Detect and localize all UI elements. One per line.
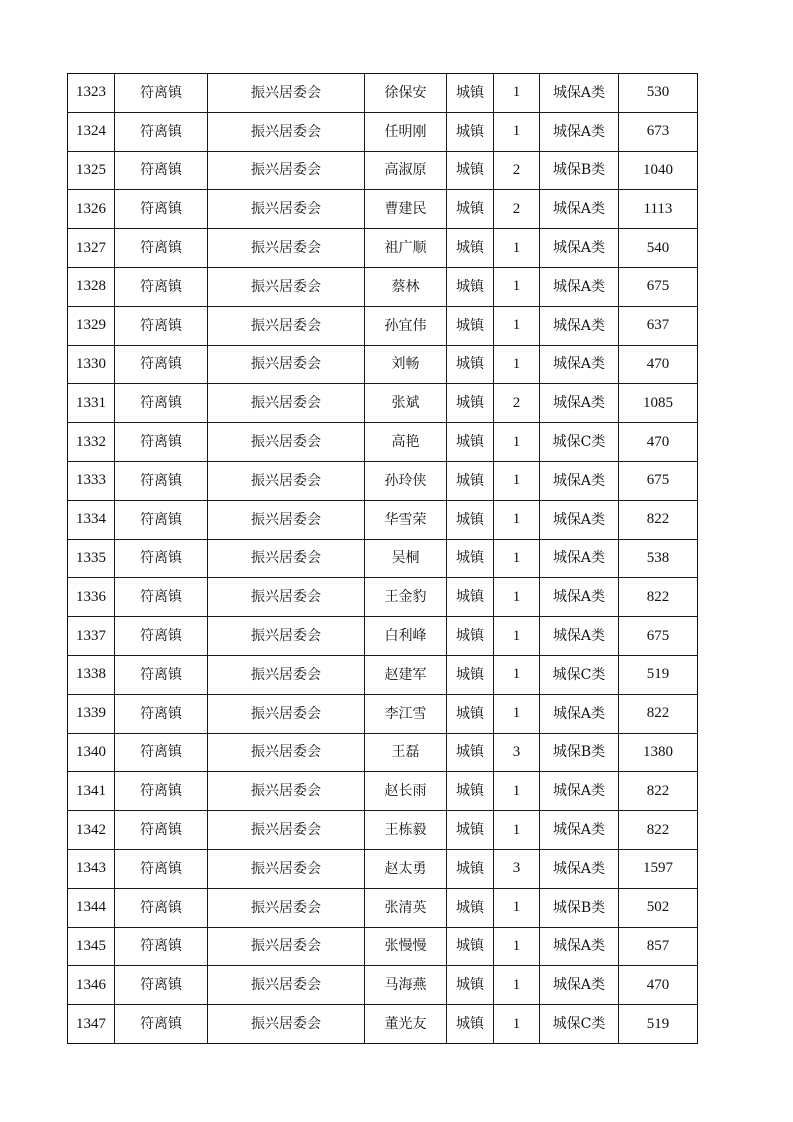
household-count-cell: 2 — [494, 384, 540, 423]
row-number-cell: 1334 — [68, 500, 115, 539]
residence-type-cell: 城镇 — [447, 190, 494, 229]
person-name-cell: 徐保安 — [365, 74, 447, 113]
residence-type-cell: 城镇 — [447, 888, 494, 927]
town-cell: 符离镇 — [115, 578, 208, 617]
amount-cell: 530 — [619, 74, 698, 113]
residence-type-cell: 城镇 — [447, 229, 494, 268]
committee-cell: 振兴居委会 — [208, 151, 365, 190]
residence-type-cell: 城镇 — [447, 461, 494, 500]
household-count-cell: 1 — [494, 772, 540, 811]
household-count-cell: 1 — [494, 74, 540, 113]
person-name-cell: 吴桐 — [365, 539, 447, 578]
amount-cell: 822 — [619, 811, 698, 850]
household-count-cell: 1 — [494, 888, 540, 927]
row-number-cell: 1331 — [68, 384, 115, 423]
insurance-category-cell: 城保A类 — [540, 772, 619, 811]
insurance-category-cell: 城保A类 — [540, 694, 619, 733]
insurance-category-cell: 城保B类 — [540, 888, 619, 927]
table-row — [68, 267, 698, 306]
household-count-cell: 1 — [494, 578, 540, 617]
household-count-cell: 1 — [494, 811, 540, 850]
residence-type-cell: 城镇 — [447, 927, 494, 966]
table-row — [68, 461, 698, 500]
amount-cell: 822 — [619, 694, 698, 733]
table-row — [68, 811, 698, 850]
table-row — [68, 229, 698, 268]
amount-cell: 1113 — [619, 190, 698, 229]
table-row — [68, 539, 698, 578]
residence-type-cell: 城镇 — [447, 112, 494, 151]
household-count-cell: 1 — [494, 927, 540, 966]
row-number-cell: 1330 — [68, 345, 115, 384]
committee-cell: 振兴居委会 — [208, 578, 365, 617]
person-name-cell: 孙宜伟 — [365, 306, 447, 345]
amount-cell: 519 — [619, 1005, 698, 1044]
committee-cell: 振兴居委会 — [208, 306, 365, 345]
amount-cell: 519 — [619, 655, 698, 694]
amount-cell: 1040 — [619, 151, 698, 190]
person-name-cell: 祖广顺 — [365, 229, 447, 268]
committee-cell: 振兴居委会 — [208, 849, 365, 888]
row-number-cell: 1323 — [68, 74, 115, 113]
committee-cell: 振兴居委会 — [208, 423, 365, 462]
town-cell: 符离镇 — [115, 306, 208, 345]
row-number-cell: 1340 — [68, 733, 115, 772]
town-cell: 符离镇 — [115, 151, 208, 190]
person-name-cell: 赵建军 — [365, 655, 447, 694]
row-number-cell: 1327 — [68, 229, 115, 268]
household-count-cell: 3 — [494, 849, 540, 888]
amount-cell: 637 — [619, 306, 698, 345]
town-cell: 符离镇 — [115, 617, 208, 656]
insurance-category-cell: 城保A类 — [540, 384, 619, 423]
town-cell: 符离镇 — [115, 966, 208, 1005]
table-row — [68, 345, 698, 384]
residence-type-cell: 城镇 — [447, 578, 494, 617]
person-name-cell: 张慢慢 — [365, 927, 447, 966]
household-count-cell: 1 — [494, 306, 540, 345]
amount-cell: 470 — [619, 423, 698, 462]
row-number-cell: 1343 — [68, 849, 115, 888]
town-cell: 符离镇 — [115, 849, 208, 888]
committee-cell: 振兴居委会 — [208, 617, 365, 656]
household-count-cell: 2 — [494, 151, 540, 190]
person-name-cell: 任明刚 — [365, 112, 447, 151]
person-name-cell: 孙玲侠 — [365, 461, 447, 500]
residence-type-cell: 城镇 — [447, 966, 494, 1005]
insurance-category-cell: 城保A类 — [540, 112, 619, 151]
household-count-cell: 3 — [494, 733, 540, 772]
household-count-cell: 1 — [494, 267, 540, 306]
town-cell: 符离镇 — [115, 927, 208, 966]
table-row — [68, 849, 698, 888]
town-cell: 符离镇 — [115, 345, 208, 384]
residence-type-cell: 城镇 — [447, 539, 494, 578]
insurance-category-cell: 城保A类 — [540, 500, 619, 539]
table-row — [68, 966, 698, 1005]
town-cell: 符离镇 — [115, 74, 208, 113]
residence-type-cell: 城镇 — [447, 733, 494, 772]
person-name-cell: 王磊 — [365, 733, 447, 772]
insurance-category-cell: 城保A类 — [540, 345, 619, 384]
insurance-category-cell: 城保C类 — [540, 655, 619, 694]
row-number-cell: 1333 — [68, 461, 115, 500]
person-name-cell: 曹建民 — [365, 190, 447, 229]
household-count-cell: 1 — [494, 966, 540, 1005]
table-row — [68, 500, 698, 539]
household-count-cell: 1 — [494, 539, 540, 578]
town-cell: 符离镇 — [115, 811, 208, 850]
committee-cell: 振兴居委会 — [208, 461, 365, 500]
town-cell: 符离镇 — [115, 772, 208, 811]
town-cell: 符离镇 — [115, 500, 208, 539]
amount-cell: 822 — [619, 500, 698, 539]
committee-cell: 振兴居委会 — [208, 345, 365, 384]
row-number-cell: 1346 — [68, 966, 115, 1005]
row-number-cell: 1336 — [68, 578, 115, 617]
residence-type-cell: 城镇 — [447, 1005, 494, 1044]
person-name-cell: 刘畅 — [365, 345, 447, 384]
amount-cell: 673 — [619, 112, 698, 151]
row-number-cell: 1325 — [68, 151, 115, 190]
residence-type-cell: 城镇 — [447, 306, 494, 345]
table-row — [68, 384, 698, 423]
town-cell: 符离镇 — [115, 423, 208, 462]
amount-cell: 538 — [619, 539, 698, 578]
insurance-category-cell: 城保C类 — [540, 1005, 619, 1044]
table-row — [68, 112, 698, 151]
insurance-category-cell: 城保A类 — [540, 578, 619, 617]
insurance-category-cell: 城保A类 — [540, 306, 619, 345]
household-count-cell: 1 — [494, 423, 540, 462]
row-number-cell: 1345 — [68, 927, 115, 966]
insurance-category-cell: 城保A类 — [540, 966, 619, 1005]
residence-type-cell: 城镇 — [447, 267, 494, 306]
residence-type-cell: 城镇 — [447, 384, 494, 423]
town-cell: 符离镇 — [115, 694, 208, 733]
insurance-category-cell: 城保A类 — [540, 74, 619, 113]
residence-type-cell: 城镇 — [447, 694, 494, 733]
insurance-category-cell: 城保A类 — [540, 461, 619, 500]
committee-cell: 振兴居委会 — [208, 539, 365, 578]
committee-cell: 振兴居委会 — [208, 733, 365, 772]
committee-cell: 振兴居委会 — [208, 694, 365, 733]
household-count-cell: 1 — [494, 694, 540, 733]
town-cell: 符离镇 — [115, 461, 208, 500]
household-count-cell: 1 — [494, 229, 540, 268]
committee-cell: 振兴居委会 — [208, 1005, 365, 1044]
amount-cell: 675 — [619, 617, 698, 656]
insurance-category-cell: 城保B类 — [540, 151, 619, 190]
town-cell: 符离镇 — [115, 112, 208, 151]
person-name-cell: 王金豹 — [365, 578, 447, 617]
row-number-cell: 1344 — [68, 888, 115, 927]
roster-table — [67, 73, 698, 1044]
person-name-cell: 蔡林 — [365, 267, 447, 306]
amount-cell: 822 — [619, 578, 698, 617]
row-number-cell: 1347 — [68, 1005, 115, 1044]
household-count-cell: 1 — [494, 345, 540, 384]
amount-cell: 1597 — [619, 849, 698, 888]
amount-cell: 822 — [619, 772, 698, 811]
row-number-cell: 1338 — [68, 655, 115, 694]
committee-cell: 振兴居委会 — [208, 927, 365, 966]
household-count-cell: 2 — [494, 190, 540, 229]
town-cell: 符离镇 — [115, 655, 208, 694]
town-cell: 符离镇 — [115, 384, 208, 423]
table-row — [68, 772, 698, 811]
table-row — [68, 1005, 698, 1044]
amount-cell: 502 — [619, 888, 698, 927]
table-row — [68, 74, 698, 113]
committee-cell: 振兴居委会 — [208, 772, 365, 811]
amount-cell: 675 — [619, 461, 698, 500]
row-number-cell: 1326 — [68, 190, 115, 229]
table-row — [68, 151, 698, 190]
committee-cell: 振兴居委会 — [208, 500, 365, 539]
town-cell: 符离镇 — [115, 229, 208, 268]
household-count-cell: 1 — [494, 500, 540, 539]
town-cell: 符离镇 — [115, 888, 208, 927]
insurance-category-cell: 城保A类 — [540, 927, 619, 966]
person-name-cell: 王栋毅 — [365, 811, 447, 850]
person-name-cell: 马海燕 — [365, 966, 447, 1005]
row-number-cell: 1335 — [68, 539, 115, 578]
household-count-cell: 1 — [494, 1005, 540, 1044]
row-number-cell: 1329 — [68, 306, 115, 345]
table-row — [68, 694, 698, 733]
committee-cell: 振兴居委会 — [208, 384, 365, 423]
household-count-cell: 1 — [494, 617, 540, 656]
amount-cell: 675 — [619, 267, 698, 306]
amount-cell: 540 — [619, 229, 698, 268]
residence-type-cell: 城镇 — [447, 500, 494, 539]
row-number-cell: 1332 — [68, 423, 115, 462]
household-count-cell: 1 — [494, 655, 540, 694]
person-name-cell: 赵太勇 — [365, 849, 447, 888]
person-name-cell: 白利峰 — [365, 617, 447, 656]
amount-cell: 470 — [619, 966, 698, 1005]
row-number-cell: 1342 — [68, 811, 115, 850]
insurance-category-cell: 城保A类 — [540, 539, 619, 578]
table-row — [68, 927, 698, 966]
insurance-category-cell: 城保B类 — [540, 733, 619, 772]
row-number-cell: 1324 — [68, 112, 115, 151]
person-name-cell: 张清英 — [365, 888, 447, 927]
committee-cell: 振兴居委会 — [208, 655, 365, 694]
committee-cell: 振兴居委会 — [208, 966, 365, 1005]
person-name-cell: 高艳 — [365, 423, 447, 462]
town-cell: 符离镇 — [115, 733, 208, 772]
amount-cell: 470 — [619, 345, 698, 384]
insurance-category-cell: 城保A类 — [540, 811, 619, 850]
residence-type-cell: 城镇 — [447, 74, 494, 113]
residence-type-cell: 城镇 — [447, 811, 494, 850]
row-number-cell: 1339 — [68, 694, 115, 733]
table-row — [68, 190, 698, 229]
residence-type-cell: 城镇 — [447, 849, 494, 888]
person-name-cell: 赵长雨 — [365, 772, 447, 811]
town-cell: 符离镇 — [115, 539, 208, 578]
residence-type-cell: 城镇 — [447, 655, 494, 694]
person-name-cell: 李江雪 — [365, 694, 447, 733]
residence-type-cell: 城镇 — [447, 151, 494, 190]
insurance-category-cell: 城保A类 — [540, 190, 619, 229]
committee-cell: 振兴居委会 — [208, 112, 365, 151]
insurance-category-cell: 城保A类 — [540, 617, 619, 656]
committee-cell: 振兴居委会 — [208, 267, 365, 306]
committee-cell: 振兴居委会 — [208, 888, 365, 927]
table-row — [68, 888, 698, 927]
residence-type-cell: 城镇 — [447, 772, 494, 811]
household-count-cell: 1 — [494, 112, 540, 151]
person-name-cell: 华雪荣 — [365, 500, 447, 539]
insurance-category-cell: 城保A类 — [540, 267, 619, 306]
person-name-cell: 董光友 — [365, 1005, 447, 1044]
committee-cell: 振兴居委会 — [208, 811, 365, 850]
person-name-cell: 高淑原 — [365, 151, 447, 190]
amount-cell: 857 — [619, 927, 698, 966]
row-number-cell: 1337 — [68, 617, 115, 656]
town-cell: 符离镇 — [115, 1005, 208, 1044]
row-number-cell: 1341 — [68, 772, 115, 811]
residence-type-cell: 城镇 — [447, 617, 494, 656]
town-cell: 符离镇 — [115, 267, 208, 306]
row-number-cell: 1328 — [68, 267, 115, 306]
insurance-category-cell: 城保C类 — [540, 423, 619, 462]
table-row — [68, 617, 698, 656]
residence-type-cell: 城镇 — [447, 345, 494, 384]
table-row — [68, 655, 698, 694]
committee-cell: 振兴居委会 — [208, 229, 365, 268]
person-name-cell: 张斌 — [365, 384, 447, 423]
table-row — [68, 578, 698, 617]
table-row — [68, 423, 698, 462]
committee-cell: 振兴居委会 — [208, 74, 365, 113]
amount-cell: 1085 — [619, 384, 698, 423]
table-row — [68, 306, 698, 345]
committee-cell: 振兴居委会 — [208, 190, 365, 229]
amount-cell: 1380 — [619, 733, 698, 772]
table-row — [68, 733, 698, 772]
roster-table-body — [68, 74, 698, 1044]
residence-type-cell: 城镇 — [447, 423, 494, 462]
household-count-cell: 1 — [494, 461, 540, 500]
town-cell: 符离镇 — [115, 190, 208, 229]
insurance-category-cell: 城保A类 — [540, 229, 619, 268]
insurance-category-cell: 城保A类 — [540, 849, 619, 888]
